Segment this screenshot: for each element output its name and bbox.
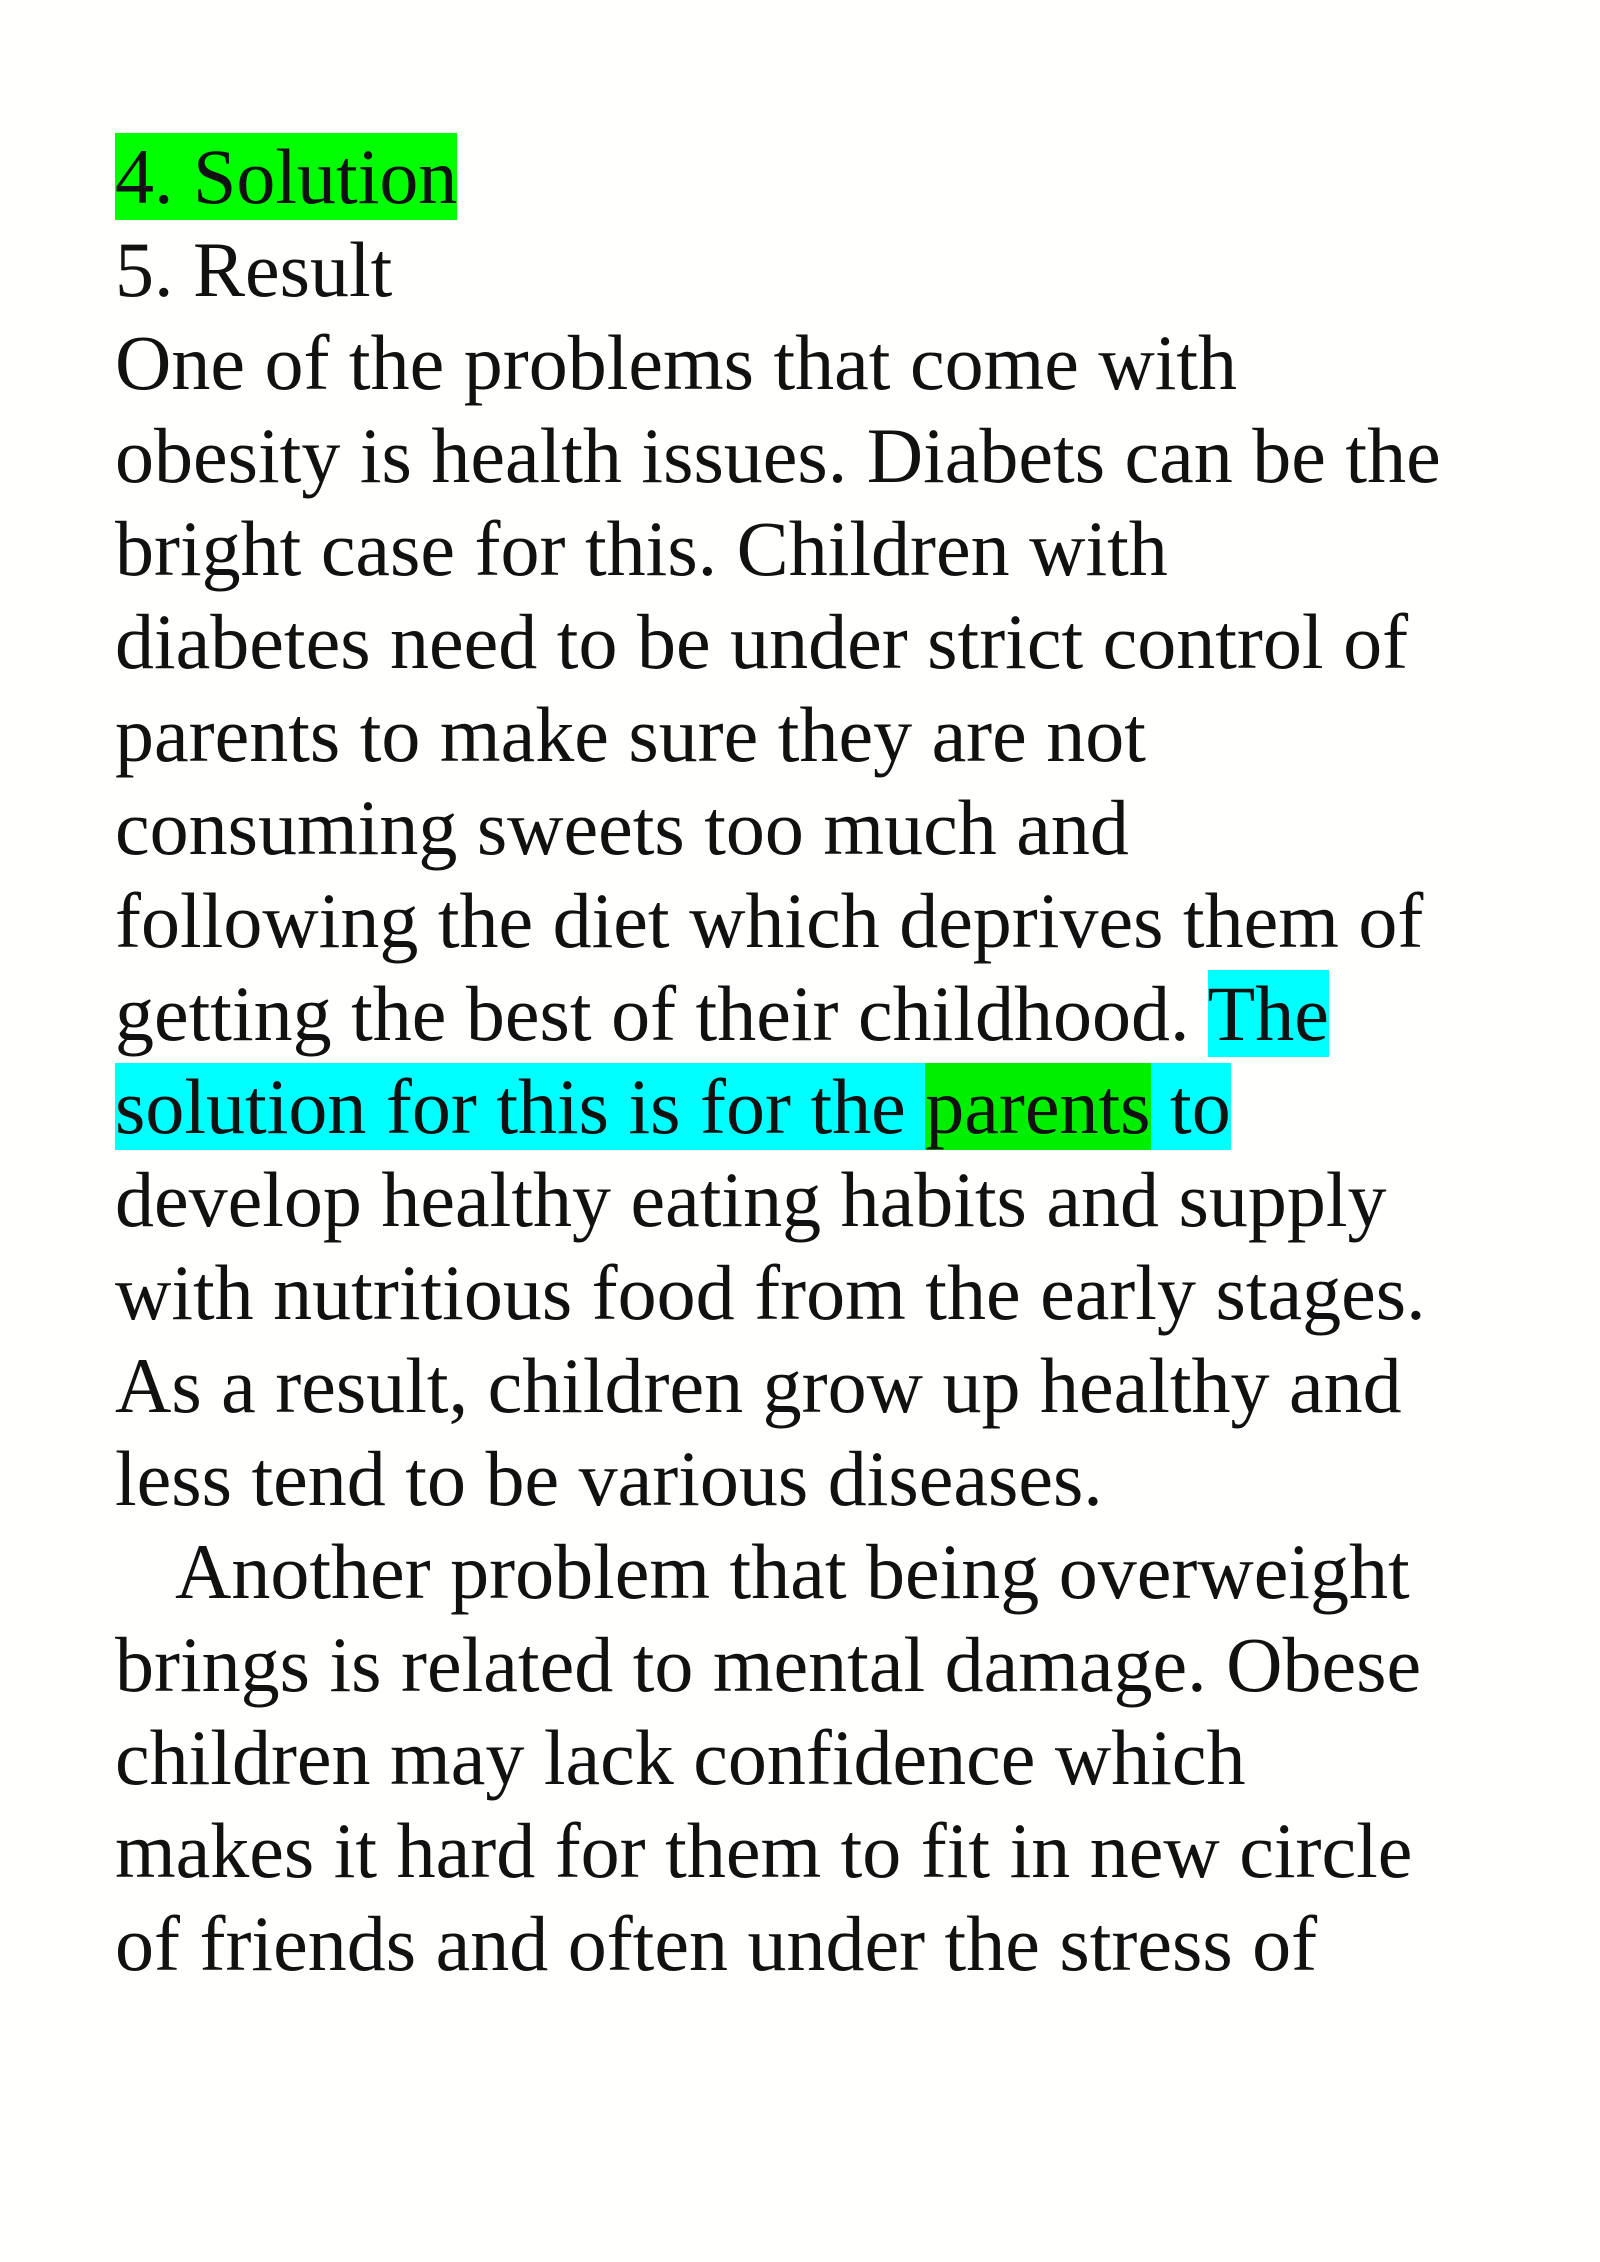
paragraph1-line-6: consuming sweets too much and (115, 784, 1129, 871)
document-page (115, 130, 1535, 1990)
paragraph1-line-8 (115, 967, 1535, 1060)
highlighted-heading: 4. Solution (115, 133, 458, 220)
paragraph1-line-7: following the diet which deprives them of (115, 877, 1424, 964)
paragraph2-line-3: children may lack confidence which (115, 1714, 1246, 1801)
paragraph2-line-5: of friends and often under the stress of (115, 1900, 1318, 1987)
paragraph1-line-10: develop healthy eating habits and supply (115, 1156, 1387, 1243)
paragraph1-line-13: less tend to be various diseases. (115, 1435, 1103, 1522)
outline-item-solution (115, 130, 1535, 223)
paragraph2-line-4: makes it hard for them to fit in new circle (115, 1807, 1413, 1894)
paragraph1-line-4: diabetes need to be under strict control of (115, 598, 1409, 685)
outline-item-result: 5. Result (115, 226, 393, 313)
paragraph1-line-5: parents to make sure they are not (115, 691, 1146, 778)
paragraph1-line-3: bright case for this. Children with (115, 505, 1168, 592)
highlighted-text-cyan: to (1150, 1063, 1231, 1150)
paragraph1-line-9 (115, 1060, 1535, 1153)
paragraph1-line-11: with nutritious food from the early stages. (115, 1249, 1426, 1336)
highlighted-text-cyan: solution for this is for the (115, 1063, 926, 1150)
paragraph1-line-2: obesity is health issues. Diabets can be the (115, 412, 1441, 499)
highlighted-text-green: parents (925, 1063, 1151, 1150)
paragraph2-line-1-text: Another problem that being overweight (175, 1528, 1410, 1615)
paragraph1-line-12: As a result, children grow up healthy and (115, 1342, 1402, 1429)
paragraph2-line-2: brings is related to mental damage. Obese (115, 1621, 1422, 1708)
paragraph2-line-1 (115, 1525, 1535, 1618)
highlighted-text-cyan: The (1207, 970, 1329, 1057)
paragraph1-line-1: One of the problems that come with (115, 319, 1238, 406)
line-8-plain-text: getting the best of their childhood. (115, 970, 1208, 1057)
